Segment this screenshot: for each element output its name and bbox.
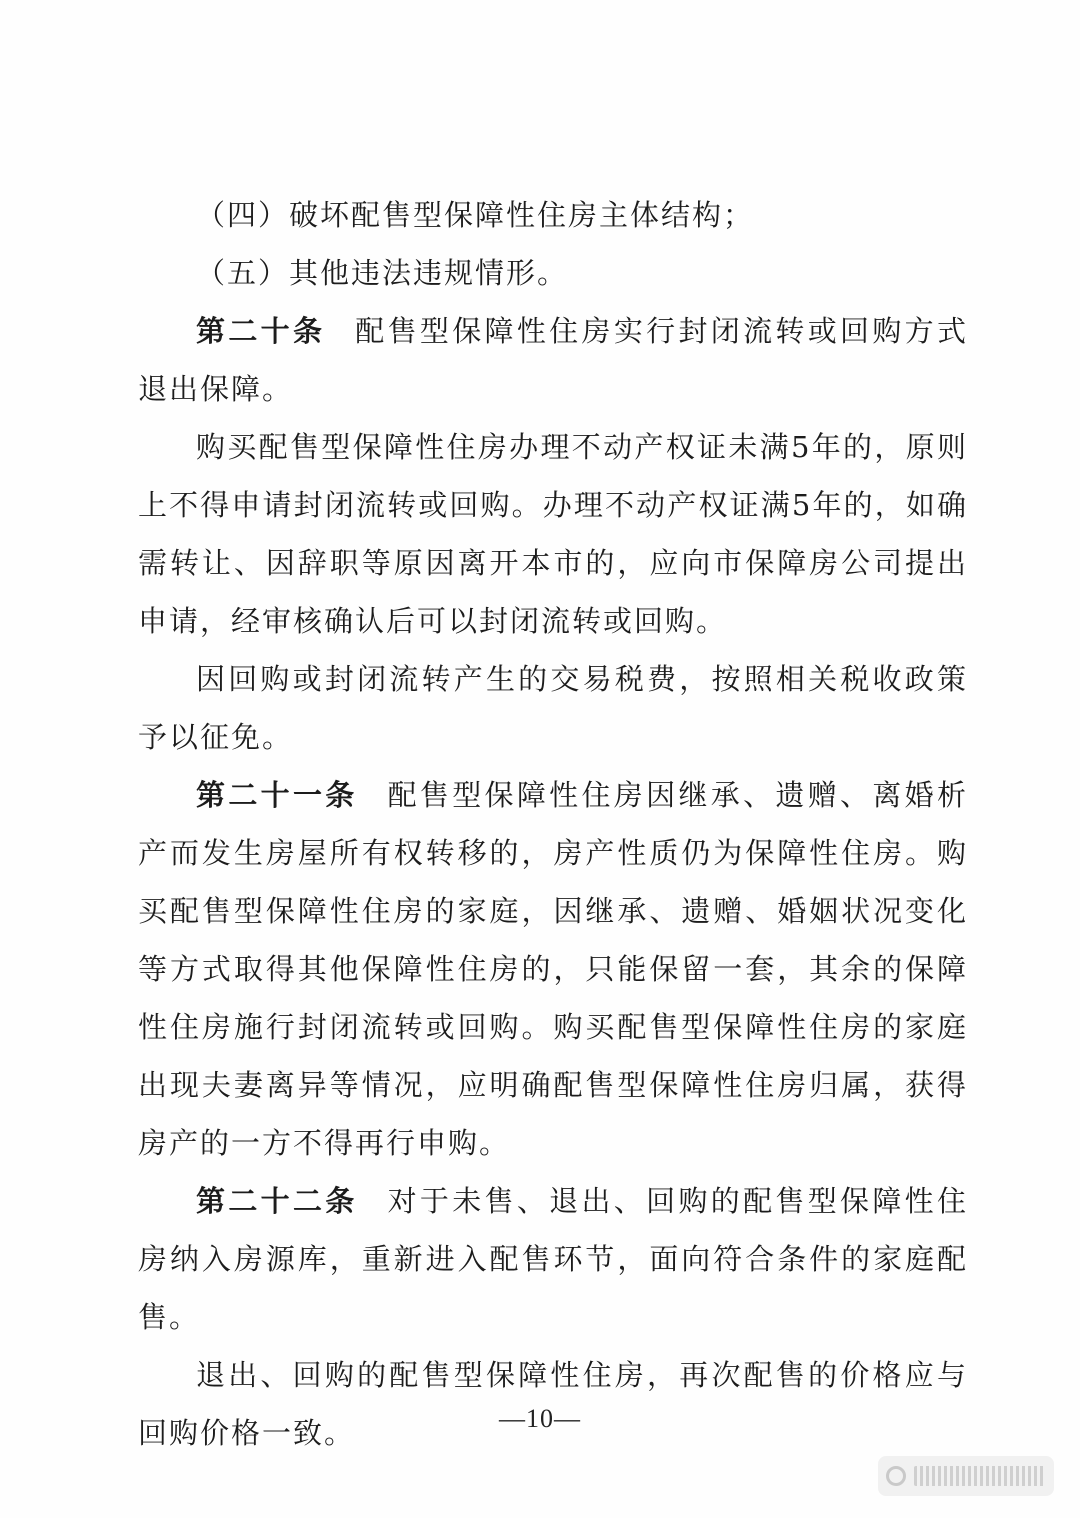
document-body: [138, 186, 968, 1462]
article-20-paragraph-3: [138, 650, 968, 766]
page-number: —10—: [499, 1404, 581, 1433]
paragraph-item-5: [138, 244, 968, 302]
paragraph-text: 对于未售、退出、回购的配售型保障性住房纳入房源库，重新进入配售环节，面向符合条件的家庭配售。: [138, 1184, 968, 1334]
watermark-badge: [878, 1456, 1054, 1496]
article-label: 第二十一条: [196, 778, 358, 812]
article-20-paragraph-2: [138, 418, 968, 650]
article-label: 第二十条: [196, 314, 326, 348]
paragraph-text: 退出、回购的配售型保障性住房，再次配售的价格应与回购价格一致。: [138, 1358, 968, 1450]
paragraph-text: 因回购或封闭流转产生的交易税费，按照相关税收政策予以征免。: [138, 662, 968, 754]
paragraph-text: 配售型保障性住房因继承、遗赠、离婚析产而发生房屋所有权转移的，房产性质仍为保障性住房。购买配售型保障性住房的家庭，因继承、遗赠、婚姻状况变化等方式取得其他保障性住房的，只能保留一套，其余的保障性住房施行封闭流转或回购。购买配售型保障性住房的家庭出现夫妻离异等情况，应明确配售型保障性住房归属，获得房产的一方不得再行申购。: [138, 778, 968, 1160]
paragraph-text: 购买配售型保障性住房办理不动产权证未满5年的，原则上不得申请封闭流转或回购。办理不动产权证满5年的，如确需转让、因辞职等原因离开本市的，应向市保障房公司提出申请，经审核确认后可以封闭流转或回购。: [138, 430, 968, 638]
paragraph-text: （五）其他违法违规情形。: [196, 256, 569, 290]
paragraph-item-4: [138, 186, 968, 244]
article-label: 第二十二条: [196, 1184, 358, 1218]
article-21: [138, 766, 968, 1172]
article-22: [138, 1172, 968, 1346]
paragraph-text: （四）破坏配售型保障性住房主体结构；: [196, 198, 755, 232]
watermark-logo-icon: [886, 1466, 906, 1486]
watermark-barcode-icon: [914, 1466, 1046, 1486]
paragraph-text: 配售型保障性住房实行封闭流转或回购方式退出保障。: [138, 314, 968, 406]
article-20: [138, 302, 968, 418]
